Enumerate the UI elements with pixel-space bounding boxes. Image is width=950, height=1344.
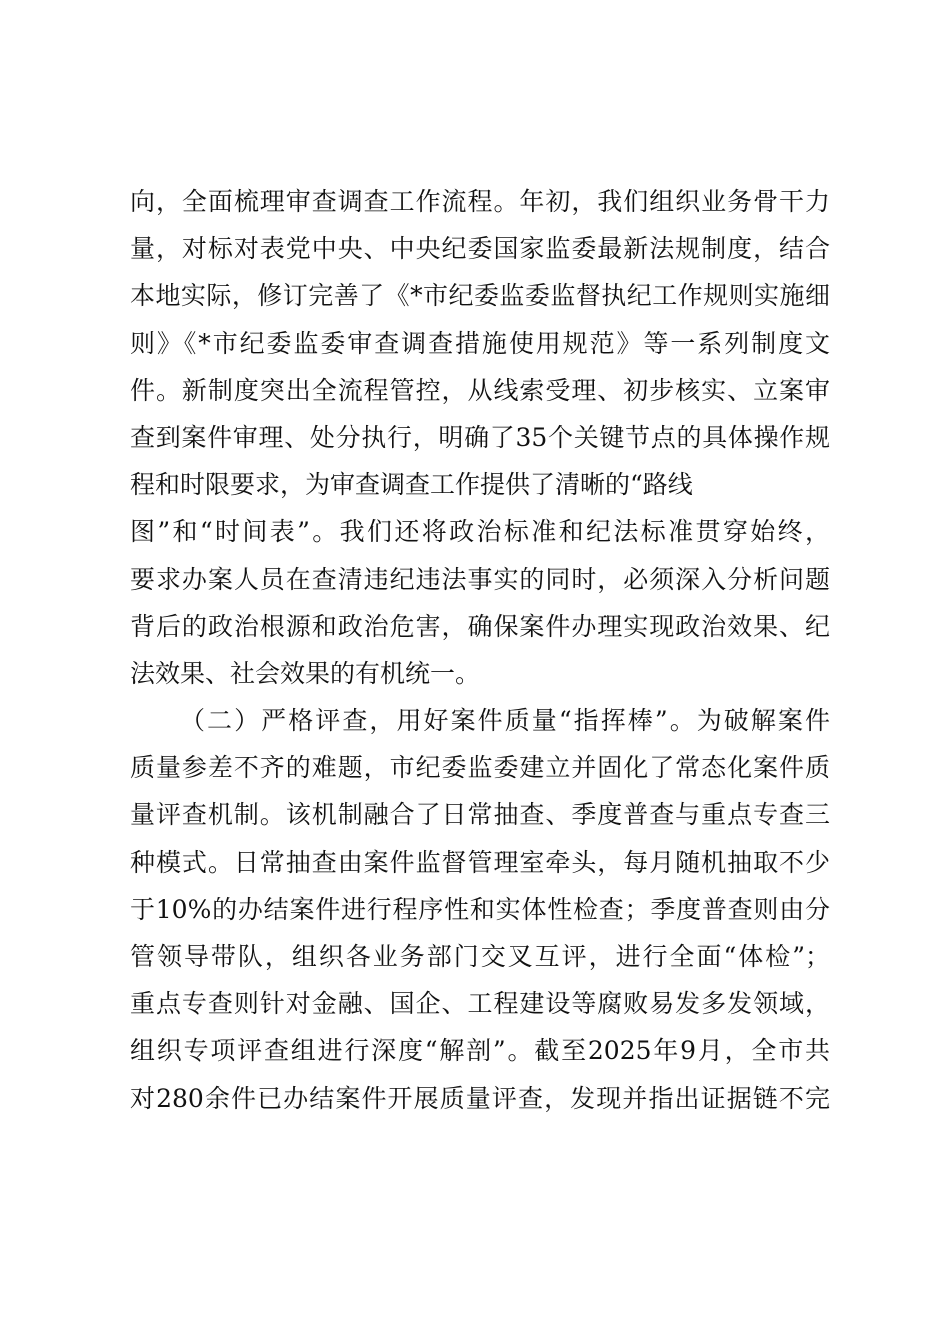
text-line: 于10%的办结案件进行程序性和实体性检查；季度普查则由分 [130, 894, 830, 924]
text-line: 件。新制度突出全流程管控，从线索受理、初步核实、立案审 [130, 375, 830, 405]
text-line: 查到案件审理、处分执行，明确了35个关键节点的具体操作规 [130, 422, 830, 452]
text-line: 重点专查则针对金融、国企、工程建设等腐败易发多发领域， [130, 989, 830, 1019]
text-line: 本地实际，修订完善了《*市纪委监委监督执纪工作规则实施细 [130, 281, 830, 311]
text-line: 量，对标对表党中央、中央纪委国家监委最新法规制度，结合 [130, 234, 830, 264]
text-line: 向，全面梳理审查调查工作流程。年初，我们组织业务骨干力 [130, 187, 830, 216]
text-line: 质量参差不齐的难题，市纪委监委建立并固化了常态化案件质 [130, 753, 830, 783]
text-line: 背后的政治根源和政治危害，确保案件办理实现政治效果、纪 [130, 611, 830, 641]
text-line: 要求办案人员在查清违纪违法事实的同时，必须深入分析问题 [130, 564, 830, 594]
body-text [130, 178, 830, 1122]
text-line: 程和时限要求，为审查调查工作提供了清晰的“路线 [130, 470, 693, 500]
text-line: 量评查机制。该机制融合了日常抽查、季度普查与重点专查三 [130, 800, 830, 830]
text-line: 管领导带队，组织各业务部门交叉互评，进行全面“体检”； [130, 942, 830, 971]
text-line: 则》《*市纪委监委审查调查措施使用规范》等一系列制度文 [130, 328, 830, 358]
text-line: 组织专项评查组进行深度“解剖”。截至2025年9月，全市共 [130, 1036, 830, 1066]
section-heading-line: （二）严格评查，用好案件质量“指挥棒”。为破解案件 [180, 706, 830, 736]
text-line: 法效果、社会效果的有机统一。 [130, 658, 481, 688]
text-line: 对280余件已办结案件开展质量评查，发现并指出证据链不完 [130, 1083, 830, 1113]
text-line: 图”和“时间表”。我们还将政治标准和纪法标准贯穿始终， [130, 517, 830, 547]
text-line: 种模式。日常抽查由案件监督管理室牵头，每月随机抽取不少 [130, 847, 830, 877]
